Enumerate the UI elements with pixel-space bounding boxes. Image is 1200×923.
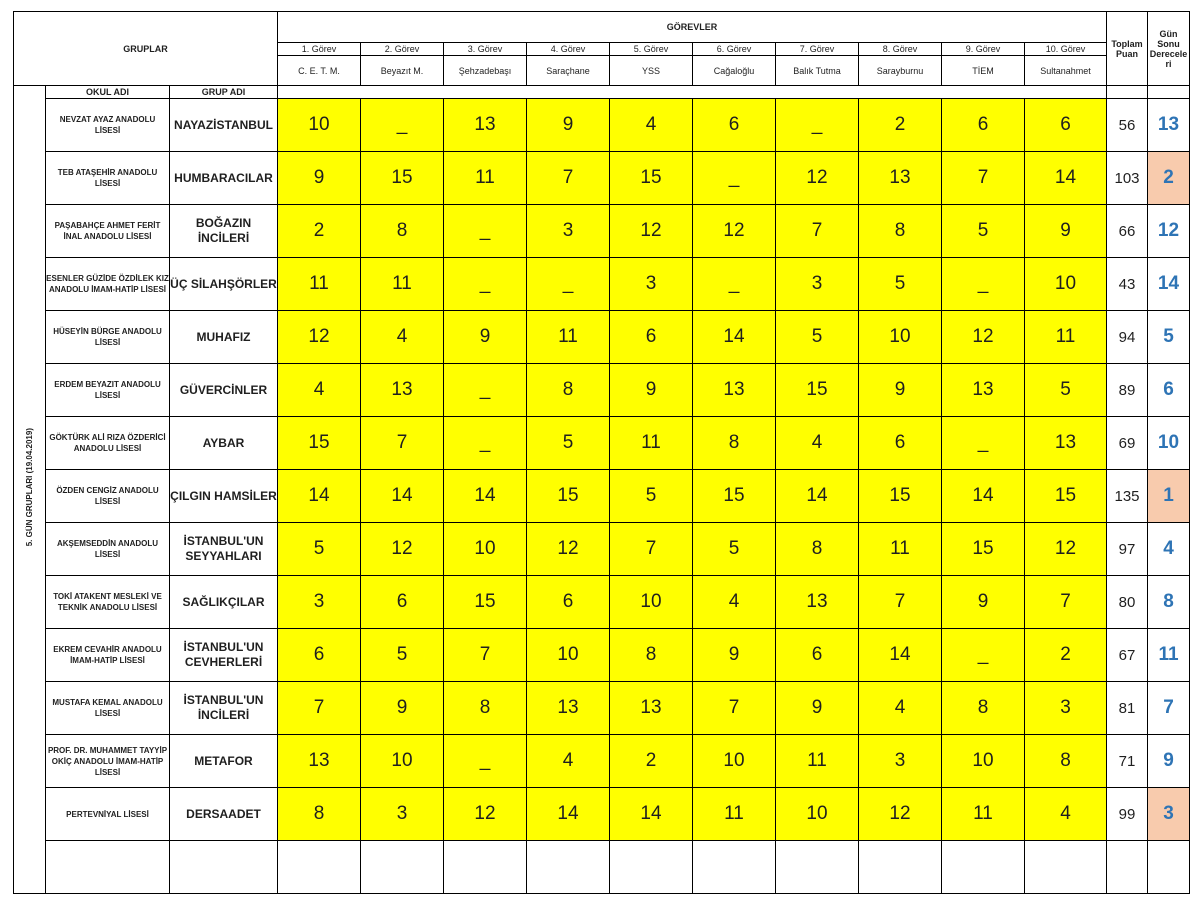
empty-cell <box>776 841 859 894</box>
group-name: HUMBARACILAR <box>170 152 278 205</box>
score-cell: _ <box>444 364 527 417</box>
score-cell: _ <box>693 152 776 205</box>
score-cell: 8 <box>361 205 444 258</box>
score-cell: 12 <box>859 788 942 841</box>
score-cell: 2 <box>859 99 942 152</box>
score-cell: 15 <box>610 152 693 205</box>
score-cell: 13 <box>776 576 859 629</box>
score-cell: 7 <box>1025 576 1107 629</box>
task-location: Sarayburnu <box>859 56 942 86</box>
score-cell: 9 <box>610 364 693 417</box>
empty-cell <box>170 841 278 894</box>
score-cell: 4 <box>693 576 776 629</box>
score-cell: 3 <box>1025 682 1107 735</box>
group-name: ÇILGIN HAMSİLER <box>170 470 278 523</box>
task-number: 9. Görev <box>942 43 1025 56</box>
total-points: 135 <box>1107 470 1148 523</box>
score-cell: 4 <box>361 311 444 364</box>
score-cell: 12 <box>527 523 610 576</box>
score-cell: 7 <box>278 682 361 735</box>
score-cell: 9 <box>527 99 610 152</box>
task-location: C. E. T. M. <box>278 56 361 86</box>
score-cell: 7 <box>859 576 942 629</box>
score-cell: 13 <box>444 99 527 152</box>
task-location: Cağaloğlu <box>693 56 776 86</box>
score-cell: 15 <box>693 470 776 523</box>
group-name: İSTANBUL'UN CEVHERLERİ <box>170 629 278 682</box>
day-end-rank: 14 <box>1148 258 1190 311</box>
day-end-rank: 7 <box>1148 682 1190 735</box>
score-cell: 4 <box>527 735 610 788</box>
task-location: TİEM <box>942 56 1025 86</box>
group-name: BOĞAZIN İNCİLERİ <box>170 205 278 258</box>
score-cell: 5 <box>1025 364 1107 417</box>
score-cell: 14 <box>859 629 942 682</box>
table-row <box>14 152 1190 205</box>
group-name: AYBAR <box>170 417 278 470</box>
total-points: 94 <box>1107 311 1148 364</box>
score-cell: 8 <box>776 523 859 576</box>
score-cell: 14 <box>278 470 361 523</box>
day-end-rank: 1 <box>1148 470 1190 523</box>
empty-cell <box>1148 841 1190 894</box>
group-name: İSTANBUL'UN İNCİLERİ <box>170 682 278 735</box>
school-name: ESENLER GÜZİDE ÖZDİLEK KIZ ANADOLU İMAM-HATİP LİSESİ <box>46 258 170 311</box>
score-cell: 12 <box>610 205 693 258</box>
total-points: 97 <box>1107 523 1148 576</box>
table-row <box>14 99 1190 152</box>
task-number: 2. Görev <box>361 43 444 56</box>
school-name: ÖZDEN CENGİZ ANADOLU LİSESİ <box>46 470 170 523</box>
empty-cell <box>859 841 942 894</box>
score-cell: 11 <box>942 788 1025 841</box>
score-cell: 2 <box>278 205 361 258</box>
day-end-rank: 13 <box>1148 99 1190 152</box>
school-name: EKREM CEVAHİR ANADOLU İMAM-HATİP LİSESİ <box>46 629 170 682</box>
score-cell: 11 <box>1025 311 1107 364</box>
score-cell: 15 <box>942 523 1025 576</box>
score-cell: 5 <box>942 205 1025 258</box>
score-cell: 7 <box>776 205 859 258</box>
school-name: AKŞEMSEDDİN ANADOLU LİSESİ <box>46 523 170 576</box>
score-cell: 12 <box>361 523 444 576</box>
score-cell: 12 <box>693 205 776 258</box>
score-cell: 9 <box>693 629 776 682</box>
table-row <box>14 364 1190 417</box>
score-cell: 5 <box>693 523 776 576</box>
table-row <box>14 417 1190 470</box>
score-cell: 3 <box>527 205 610 258</box>
score-cell: _ <box>776 99 859 152</box>
task-location: Şehzadebaşı <box>444 56 527 86</box>
school-name: ERDEM BEYAZIT ANADOLU LİSESİ <box>46 364 170 417</box>
score-cell: 9 <box>1025 205 1107 258</box>
task-location: YSS <box>610 56 693 86</box>
group-name: ÜÇ SİLAHŞÖRLER <box>170 258 278 311</box>
score-cell: 10 <box>527 629 610 682</box>
score-cell: 6 <box>610 311 693 364</box>
score-cell: 6 <box>693 99 776 152</box>
score-cell: 13 <box>693 364 776 417</box>
task-number: 8. Görev <box>859 43 942 56</box>
day-end-rank: 12 <box>1148 205 1190 258</box>
score-cell: 8 <box>610 629 693 682</box>
day-end-rank-header: Gün Sonu Derecele ri <box>1148 12 1190 86</box>
task-location: Balık Tutma <box>776 56 859 86</box>
day-label: 5. GÜN GRUPLARI (19.04.2019) <box>25 427 34 547</box>
score-cell: 8 <box>278 788 361 841</box>
empty-cell <box>1107 841 1148 894</box>
group-name: SAĞLIKÇILAR <box>170 576 278 629</box>
score-cell: 11 <box>859 523 942 576</box>
group-name: NAYAZİSTANBUL <box>170 99 278 152</box>
score-cell: 4 <box>1025 788 1107 841</box>
score-cell: 9 <box>942 576 1025 629</box>
score-cell: 10 <box>278 99 361 152</box>
task-location: Saraçhane <box>527 56 610 86</box>
score-cell: 15 <box>527 470 610 523</box>
score-cell: 2 <box>1025 629 1107 682</box>
table-row <box>14 576 1190 629</box>
total-points-header: Toplam Puan <box>1107 12 1148 86</box>
score-cell: 14 <box>776 470 859 523</box>
score-cell: 10 <box>361 735 444 788</box>
score-cell: 15 <box>278 417 361 470</box>
table-row <box>14 470 1190 523</box>
score-cell: 13 <box>361 364 444 417</box>
score-cell: 11 <box>278 258 361 311</box>
score-cell: 5 <box>278 523 361 576</box>
subheader-spacer-rank <box>1148 86 1190 99</box>
score-cell: 11 <box>527 311 610 364</box>
empty-cell <box>361 841 444 894</box>
score-cell: 9 <box>776 682 859 735</box>
day-end-rank: 6 <box>1148 364 1190 417</box>
total-points: 67 <box>1107 629 1148 682</box>
score-cell: 12 <box>444 788 527 841</box>
score-cell: 6 <box>942 99 1025 152</box>
total-points: 99 <box>1107 788 1148 841</box>
results-table <box>13 11 1190 894</box>
score-cell: 13 <box>610 682 693 735</box>
school-name: GÖKTÜRK ALİ RIZA ÖZDERİCİ ANADOLU LİSESİ <box>46 417 170 470</box>
task-number: 7. Görev <box>776 43 859 56</box>
score-cell: 15 <box>361 152 444 205</box>
score-cell: 14 <box>444 470 527 523</box>
score-cell: _ <box>942 417 1025 470</box>
score-cell: _ <box>361 99 444 152</box>
school-name: TOKİ ATAKENT MESLEKİ VE TEKNİK ANADOLU LİSESİ <box>46 576 170 629</box>
score-cell: 5 <box>527 417 610 470</box>
score-cell: 12 <box>278 311 361 364</box>
score-cell: _ <box>527 258 610 311</box>
day-end-rank: 8 <box>1148 576 1190 629</box>
task-number: 6. Görev <box>693 43 776 56</box>
day-end-rank: 3 <box>1148 788 1190 841</box>
empty-cell <box>444 841 527 894</box>
task-number: 10. Görev <box>1025 43 1107 56</box>
school-name-header: OKUL ADI <box>46 86 170 99</box>
group-name-header: GRUP ADI <box>170 86 278 99</box>
score-cell: 13 <box>527 682 610 735</box>
score-cell: 8 <box>527 364 610 417</box>
score-cell: _ <box>693 258 776 311</box>
score-cell: 10 <box>942 735 1025 788</box>
score-cell: 11 <box>444 152 527 205</box>
score-cell: 7 <box>361 417 444 470</box>
group-name: DERSAADET <box>170 788 278 841</box>
table-row <box>14 629 1190 682</box>
task-number: 4. Görev <box>527 43 610 56</box>
table-row <box>14 205 1190 258</box>
score-cell: 10 <box>693 735 776 788</box>
score-cell: 9 <box>278 152 361 205</box>
score-cell: 8 <box>1025 735 1107 788</box>
group-name: GÜVERCİNLER <box>170 364 278 417</box>
school-name: TEB ATAŞEHİR ANADOLU LİSESİ <box>46 152 170 205</box>
task-number: 1. Görev <box>278 43 361 56</box>
score-cell: _ <box>942 629 1025 682</box>
groups-header: GRUPLAR <box>14 12 278 86</box>
score-cell: 7 <box>942 152 1025 205</box>
total-points: 89 <box>1107 364 1148 417</box>
school-name: PROF. DR. MUHAMMET TAYYİP OKİÇ ANADOLU İMAM-HATİP LİSESİ <box>46 735 170 788</box>
score-cell: 4 <box>610 99 693 152</box>
score-cell: _ <box>942 258 1025 311</box>
empty-cell <box>942 841 1025 894</box>
empty-cell <box>278 841 361 894</box>
day-end-rank: 5 <box>1148 311 1190 364</box>
score-cell: 13 <box>1025 417 1107 470</box>
total-points: 103 <box>1107 152 1148 205</box>
score-cell: 13 <box>278 735 361 788</box>
score-cell: 6 <box>278 629 361 682</box>
task-location: Beyazıt M. <box>361 56 444 86</box>
day-end-rank: 9 <box>1148 735 1190 788</box>
empty-cell <box>610 841 693 894</box>
task-number: 3. Görev <box>444 43 527 56</box>
score-cell: 9 <box>444 311 527 364</box>
total-points: 56 <box>1107 99 1148 152</box>
school-name: PAŞABAHÇE AHMET FERİT İNAL ANADOLU LİSESİ <box>46 205 170 258</box>
group-name: İSTANBUL'UN SEYYAHLARI <box>170 523 278 576</box>
score-cell: 9 <box>361 682 444 735</box>
score-cell: 12 <box>1025 523 1107 576</box>
table-row <box>14 523 1190 576</box>
score-cell: 8 <box>444 682 527 735</box>
score-cell: 14 <box>693 311 776 364</box>
day-label-cell <box>14 86 46 894</box>
day-end-rank: 4 <box>1148 523 1190 576</box>
day-end-rank: 10 <box>1148 417 1190 470</box>
score-cell: 7 <box>610 523 693 576</box>
table-row <box>14 788 1190 841</box>
score-cell: 5 <box>776 311 859 364</box>
score-cell: 8 <box>942 682 1025 735</box>
score-cell: 14 <box>1025 152 1107 205</box>
score-cell: _ <box>444 735 527 788</box>
score-cell: 15 <box>1025 470 1107 523</box>
empty-cell <box>1025 841 1107 894</box>
score-cell: 14 <box>527 788 610 841</box>
total-points: 71 <box>1107 735 1148 788</box>
empty-cell <box>46 841 170 894</box>
total-points: 69 <box>1107 417 1148 470</box>
score-cell: 14 <box>942 470 1025 523</box>
score-cell: 6 <box>1025 99 1107 152</box>
score-cell: 3 <box>610 258 693 311</box>
score-cell: 14 <box>361 470 444 523</box>
task-number: 5. Görev <box>610 43 693 56</box>
score-cell: 15 <box>444 576 527 629</box>
task-location: Sultanahmet <box>1025 56 1107 86</box>
school-name: MUSTAFA KEMAL ANADOLU LİSESİ <box>46 682 170 735</box>
score-cell: _ <box>444 205 527 258</box>
score-cell: 4 <box>776 417 859 470</box>
score-cell: 5 <box>859 258 942 311</box>
score-cell: 10 <box>776 788 859 841</box>
score-cell: 7 <box>693 682 776 735</box>
score-cell: 3 <box>776 258 859 311</box>
score-cell: 5 <box>610 470 693 523</box>
score-cell: 10 <box>610 576 693 629</box>
score-cell: _ <box>444 417 527 470</box>
subheader-spacer <box>278 86 1107 99</box>
table-row <box>14 311 1190 364</box>
score-cell: 10 <box>859 311 942 364</box>
score-cell: 14 <box>610 788 693 841</box>
score-cell: 3 <box>278 576 361 629</box>
tasks-header: GÖREVLER <box>278 12 1107 43</box>
score-cell: 12 <box>942 311 1025 364</box>
total-points: 81 <box>1107 682 1148 735</box>
table-row <box>14 735 1190 788</box>
score-cell: 7 <box>444 629 527 682</box>
score-cell: 6 <box>776 629 859 682</box>
day-end-rank: 2 <box>1148 152 1190 205</box>
score-cell: 2 <box>610 735 693 788</box>
score-cell: 7 <box>527 152 610 205</box>
score-cell: 11 <box>610 417 693 470</box>
total-points: 66 <box>1107 205 1148 258</box>
score-cell: 3 <box>859 735 942 788</box>
day-end-rank: 11 <box>1148 629 1190 682</box>
score-cell: 11 <box>361 258 444 311</box>
score-cell: 3 <box>361 788 444 841</box>
score-cell: 13 <box>942 364 1025 417</box>
school-name: HÜSEYİN BÜRGE ANADOLU LİSESİ <box>46 311 170 364</box>
table-row <box>14 682 1190 735</box>
score-cell: 6 <box>859 417 942 470</box>
total-points: 43 <box>1107 258 1148 311</box>
score-cell: 8 <box>859 205 942 258</box>
score-cell: 15 <box>859 470 942 523</box>
score-cell: 4 <box>859 682 942 735</box>
subheader-spacer-total <box>1107 86 1148 99</box>
group-name: METAFOR <box>170 735 278 788</box>
group-name: MUHAFIZ <box>170 311 278 364</box>
score-cell: 6 <box>361 576 444 629</box>
score-cell: 10 <box>444 523 527 576</box>
score-cell: 9 <box>859 364 942 417</box>
score-cell: 11 <box>776 735 859 788</box>
score-cell: 5 <box>361 629 444 682</box>
score-cell: 4 <box>278 364 361 417</box>
score-cell: 6 <box>527 576 610 629</box>
score-cell: 10 <box>1025 258 1107 311</box>
score-cell: 13 <box>859 152 942 205</box>
score-cell: 12 <box>776 152 859 205</box>
empty-cell <box>527 841 610 894</box>
empty-row <box>14 841 1190 894</box>
score-cell: 11 <box>693 788 776 841</box>
score-cell: 8 <box>693 417 776 470</box>
school-name: NEVZAT AYAZ ANADOLU LİSESİ <box>46 99 170 152</box>
total-points: 80 <box>1107 576 1148 629</box>
empty-cell <box>693 841 776 894</box>
school-name: PERTEVNİYAL LİSESİ <box>46 788 170 841</box>
table-row <box>14 258 1190 311</box>
score-cell: _ <box>444 258 527 311</box>
score-cell: 15 <box>776 364 859 417</box>
